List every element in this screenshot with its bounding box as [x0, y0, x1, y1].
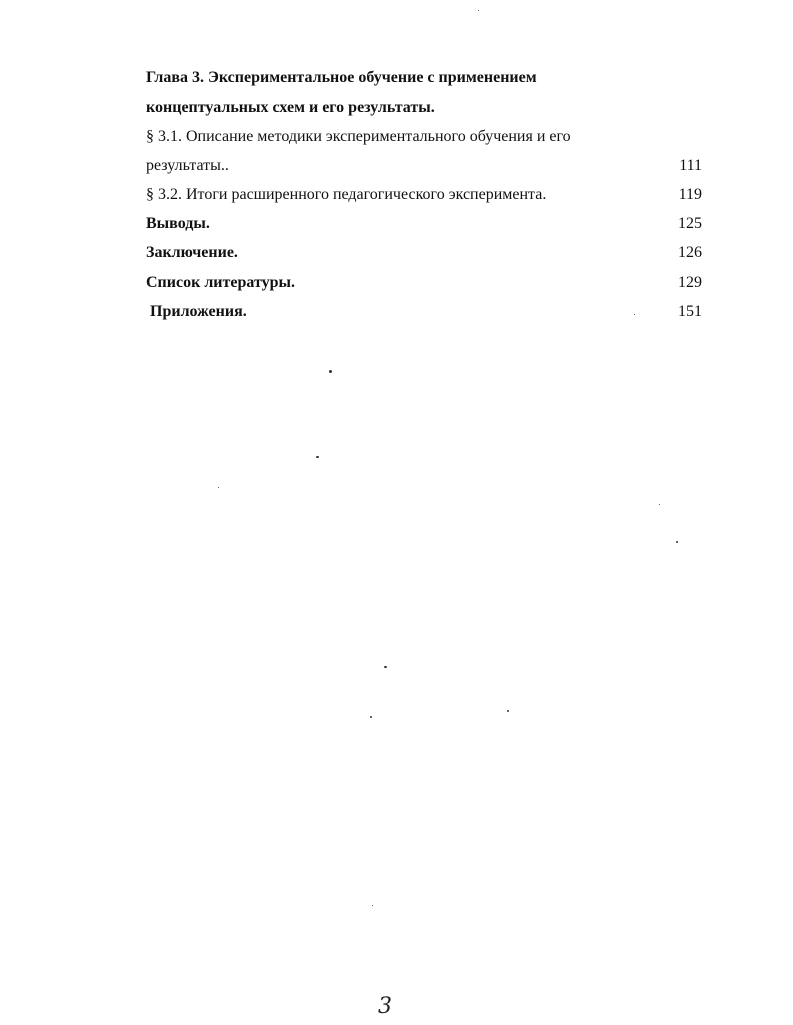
toc-references-page: 129 [678, 274, 702, 291]
toc-chapter3-heading-cont [146, 96, 702, 120]
toc-appendix-title: Приложения. [150, 303, 247, 320]
toc-section-3-1-title-line2: результаты.. [146, 157, 229, 174]
toc-final [146, 241, 702, 265]
toc-final-page: 126 [678, 244, 702, 261]
toc-references [146, 271, 702, 295]
toc-section-3-1 [146, 125, 702, 149]
toc-appendix [146, 300, 702, 324]
toc-conclusions-title: Выводы. [146, 215, 210, 232]
toc-section-3-1-cont [146, 154, 702, 178]
toc-chapter3-title-line2: концептуальных схем и его результаты. [146, 99, 435, 116]
toc-references-title: Список литературы. [146, 274, 295, 291]
toc-section-3-1-page: 111 [679, 157, 702, 174]
toc-appendix-page: 151 [678, 303, 702, 320]
toc-conclusions [146, 212, 702, 236]
toc-final-title: Заключение. [146, 244, 238, 261]
toc-section-3-2-title: § 3.2. Итоги расширенного педагогического эксперимента. [146, 186, 547, 203]
toc-section-3-2-page: 119 [678, 186, 702, 203]
toc-conclusions-page: 125 [678, 215, 702, 232]
page-number: 3 [378, 994, 392, 1019]
toc-chapter3-heading [146, 66, 702, 90]
toc-chapter3-title-line1: Глава 3. Экспериментальное обучение с применением [146, 69, 537, 86]
toc-section-3-1-title-line1: § 3.1. Описание методики экспериментального обучения и его [146, 128, 571, 145]
toc-section-3-2 [146, 183, 702, 207]
